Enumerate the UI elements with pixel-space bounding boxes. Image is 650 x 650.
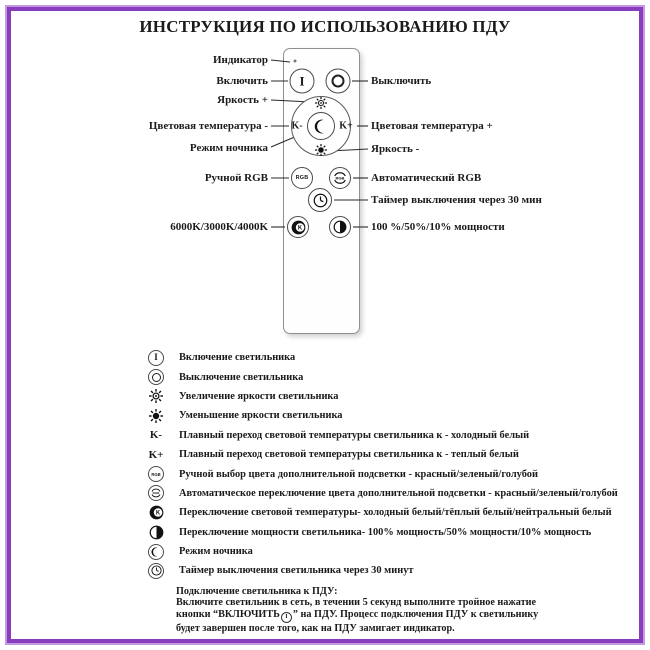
- power-off-icon: [148, 369, 164, 385]
- legend-row: RGB Автоматическое переключение цвета дополнительной подсветки - красный/зеленый/голубой: [146, 484, 618, 503]
- pairing-heading: Подключение светильника к ПДУ:: [176, 586, 338, 597]
- legend-row: Режим ночника: [146, 542, 618, 561]
- pairing-body: Включите светильник в сеть, в течении 5 секунд выполните тройное нажатие кнопки “ВКЛЮЧИТЬ I ” на ПДУ. Процесс подключения ПДУ к светильнику будет завершен после того, как на ПДУ замигает индикатор.: [176, 597, 539, 634]
- night-mode-button[interactable]: [307, 112, 335, 140]
- label-indicator: Индикатор: [212, 54, 268, 66]
- indicator-led: [294, 60, 297, 63]
- power-off-button[interactable]: [326, 69, 351, 94]
- color-temp-plus-button[interactable]: K+: [339, 120, 353, 132]
- label-timer: Таймер выключения через 30 мин: [371, 194, 542, 206]
- svg-text:RGB: RGB: [335, 175, 345, 181]
- timer-icon: [148, 563, 164, 579]
- power-level-button[interactable]: [329, 216, 351, 238]
- label-kelvin-presets: 6000K/3000K/4000K: [170, 221, 268, 233]
- svg-text:RGB: RGB: [152, 491, 160, 496]
- power-on-button[interactable]: [290, 69, 315, 94]
- label-color-temp-minus: Цветовая температура -: [148, 120, 268, 132]
- sun-bright-icon: [315, 97, 327, 109]
- rgb-auto-icon: [332, 170, 348, 186]
- rgb-manual-button[interactable]: [291, 167, 313, 189]
- power-level-icon: [146, 525, 166, 540]
- rgb-auto-button[interactable]: [329, 167, 351, 189]
- moon-icon: [314, 119, 329, 134]
- power-on-icon: I: [148, 350, 164, 366]
- label-turn-off: Выключить: [371, 75, 432, 87]
- legend-row: Увеличение яркости светильника: [146, 387, 618, 406]
- legend-row: K Переключение световой температуры- холодный белый/тёплый белый/нейтральный белый: [146, 503, 618, 522]
- label-brightness-minus: Яркость -: [371, 143, 420, 155]
- power-on-inline-icon: I: [281, 612, 292, 623]
- color-temp-minus-button[interactable]: K-: [291, 120, 303, 132]
- svg-text:K: K: [297, 225, 302, 232]
- label-night-mode: Режим ночника: [189, 142, 268, 154]
- sun-dim-icon: [315, 144, 327, 156]
- k-plus-icon: K+: [148, 448, 164, 461]
- label-auto-rgb: Автоматический RGB: [371, 172, 482, 184]
- legend-row: RGB Ручной выбор цвета дополнительной подсветки - красный/зеленый/голубой: [146, 464, 618, 483]
- svg-text:K: K: [155, 510, 160, 517]
- legend-row: Выключение светильника: [146, 367, 618, 386]
- brightness-up-icon: [146, 389, 166, 403]
- power-level-icon: [333, 220, 347, 234]
- legend-list: [146, 348, 618, 581]
- label-power-levels: 100 %/50%/10% мощности: [371, 221, 505, 233]
- color-temp-toggle-icon: [146, 505, 166, 520]
- label-manual-rgb: Ручной RGB: [204, 172, 268, 184]
- rgb-auto-icon: [148, 485, 164, 501]
- legend-row: K- Плавный переход световой температуры светильника к - холодный белый: [149, 429, 530, 442]
- legend-row: Уменьшение яркости светильника: [146, 406, 618, 425]
- rgb-label: RGB: [295, 175, 309, 181]
- label-color-temp-plus: Цветовая температура +: [371, 120, 493, 132]
- page-title: ИНСТРУКЦИЯ ПО ИСПОЛЬЗОВАНИЮ ПДУ: [139, 17, 511, 36]
- clock-icon: [313, 193, 328, 208]
- brightness-up-button[interactable]: [315, 97, 327, 109]
- legend-row: Переключение мощности светильника- 100% мощность/50% мощности/10% мощность: [146, 523, 618, 542]
- brightness-down-icon: [146, 409, 166, 423]
- power-off-glyph: [332, 75, 345, 88]
- night-mode-icon: [148, 544, 164, 560]
- power-on-glyph: I: [299, 73, 305, 89]
- timer-button[interactable]: [308, 188, 332, 212]
- pairing-instructions: [176, 586, 556, 634]
- label-brightness-plus: Яркость +: [217, 94, 268, 106]
- legend-row: I Включение светильника: [146, 348, 618, 367]
- legend-row: K+ Плавный переход световой температуры светильника к - теплый белый: [148, 448, 519, 461]
- legend-row: Таймер выключения светильника через 30 минут: [146, 561, 618, 580]
- brightness-down-button[interactable]: [315, 144, 327, 156]
- color-temp-toggle-icon: [291, 220, 306, 235]
- rgb-manual-icon: RGB: [148, 466, 164, 482]
- label-turn-on: Включить: [216, 75, 268, 87]
- color-temp-toggle-button[interactable]: [287, 216, 309, 238]
- k-minus-icon: K-: [149, 429, 163, 442]
